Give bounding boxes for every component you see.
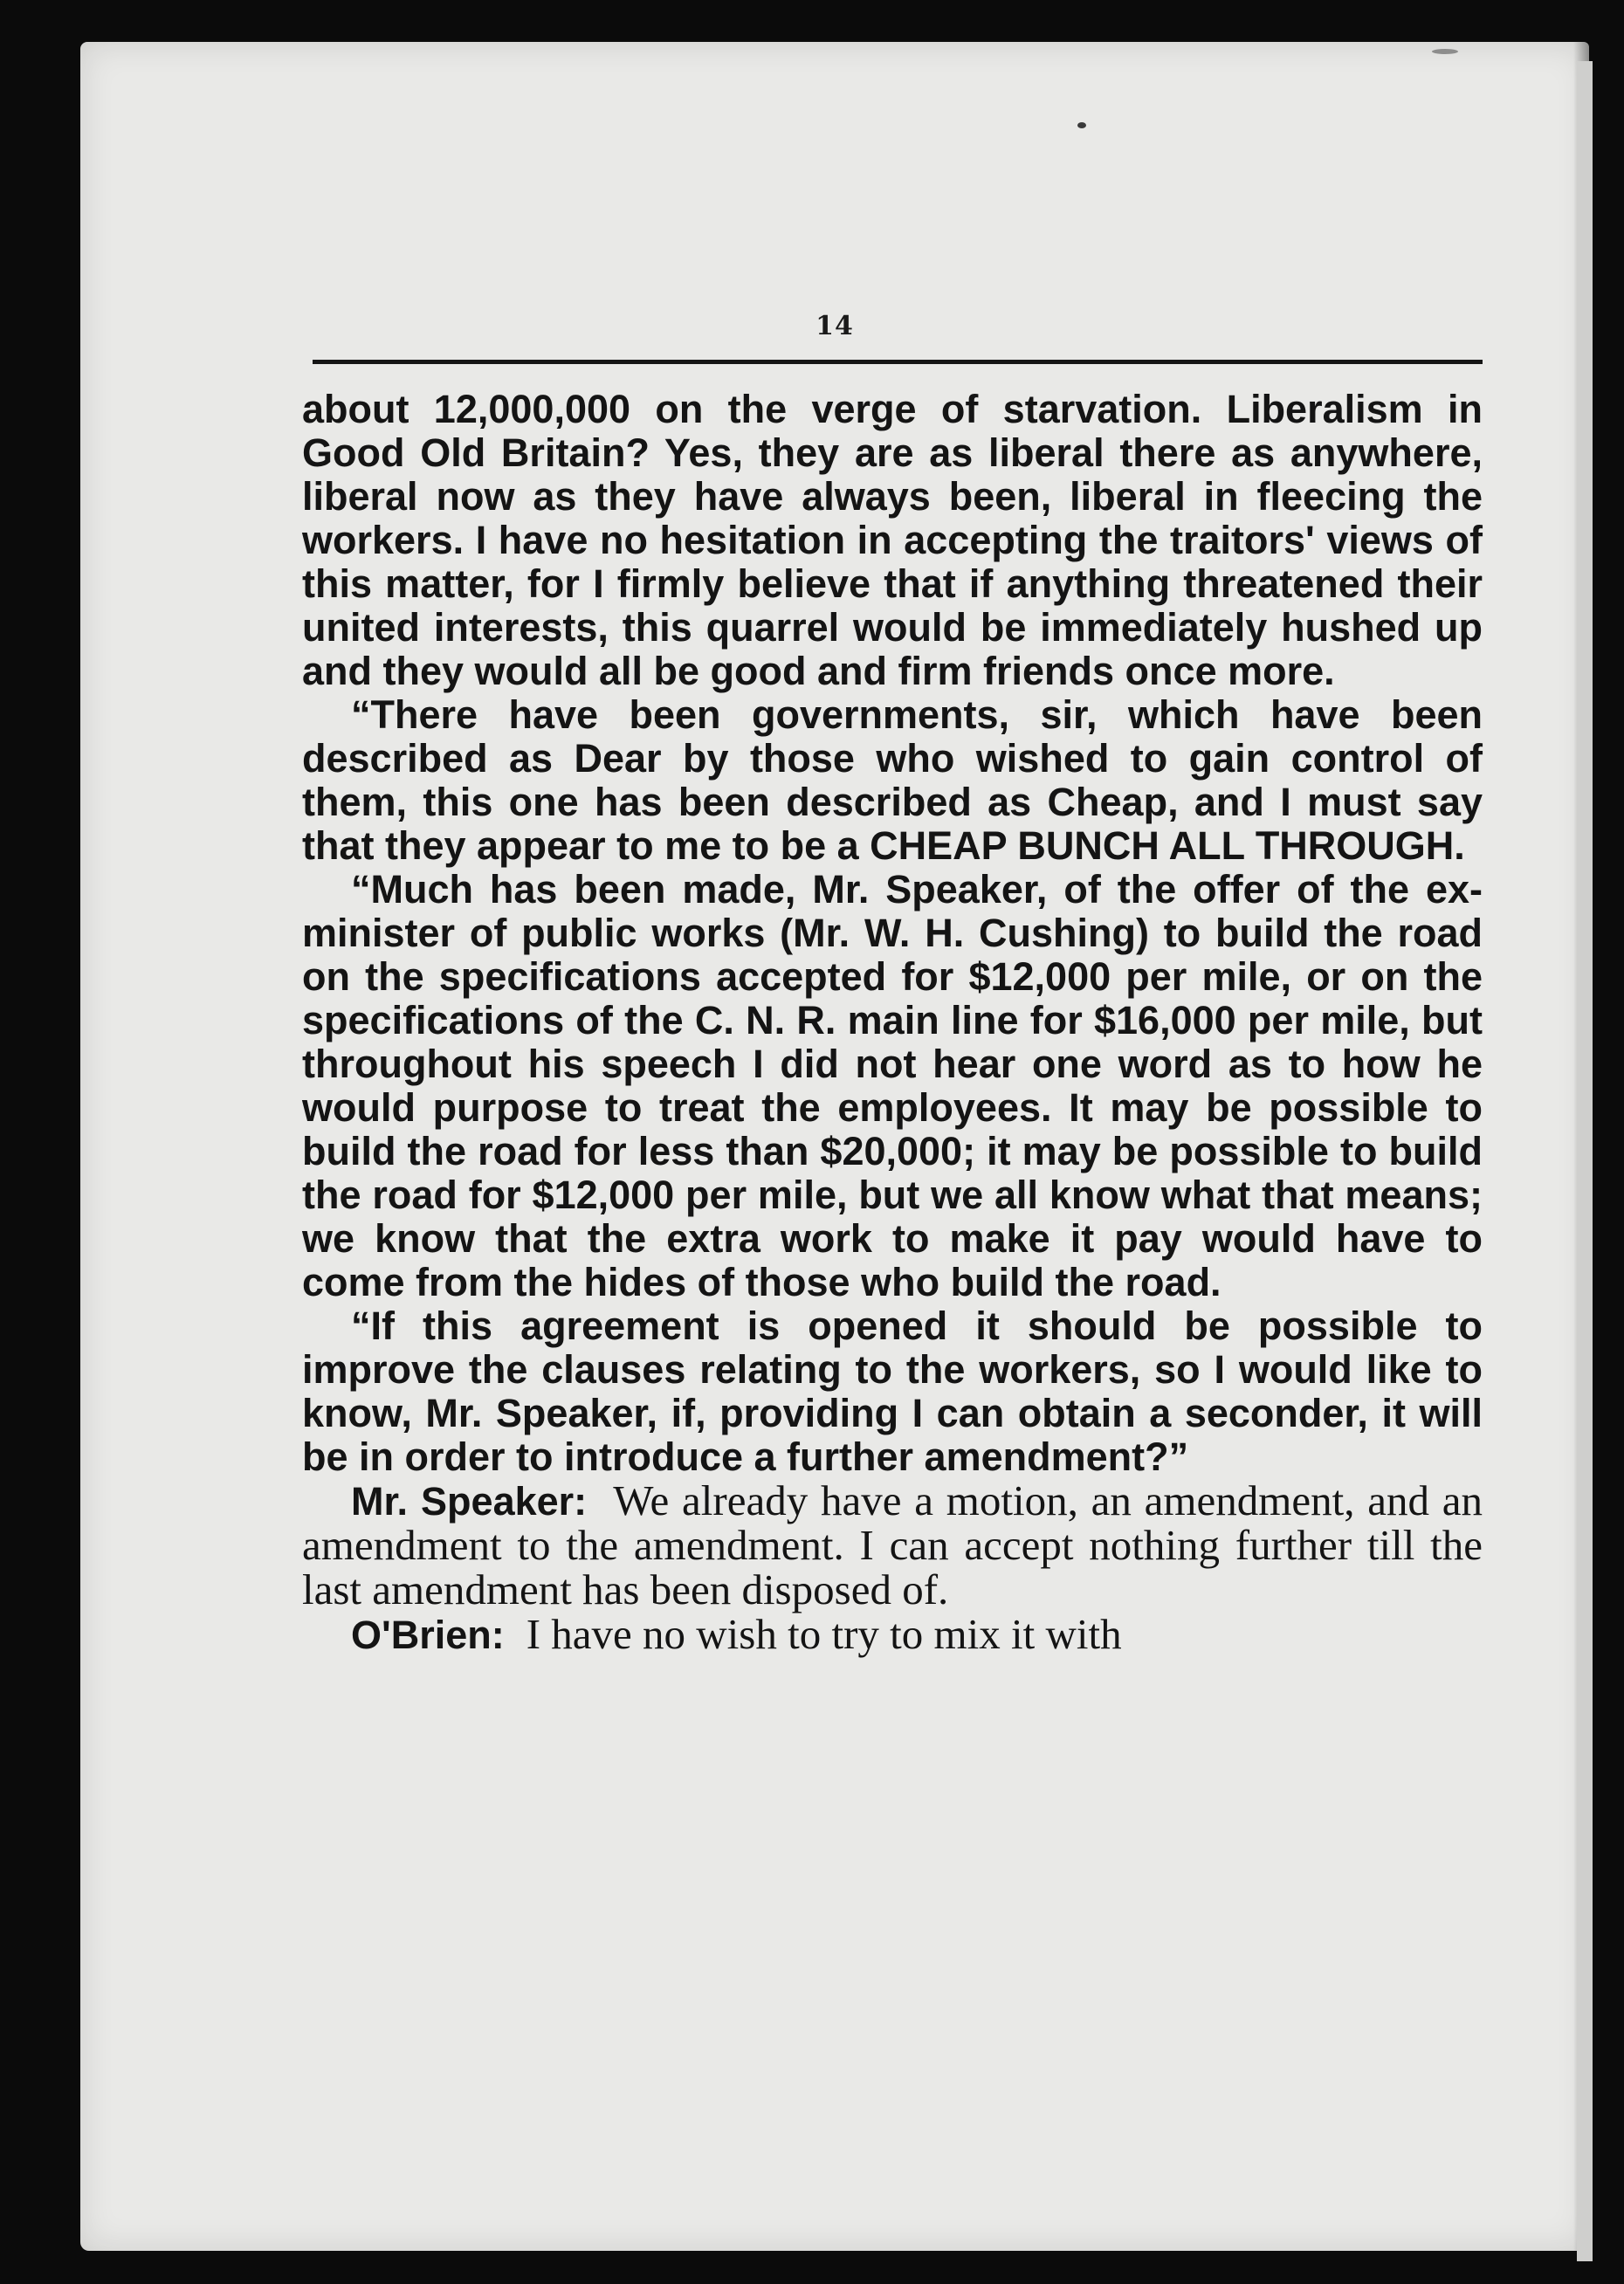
paragraph-4: “If this agreement is opened it should be possible to improve the clauses relating to the workers, so I would like to know, Mr. Speaker, if, providing I can obtain a seconder, it will be in order to introduce a further amendment?” <box>302 1304 1483 1479</box>
paragraph-3: “Much has been made, Mr. Speaker, of the offer of the ex-minister of public works (Mr. W. H. Cushing) to build the road on the specifications accepted for $12,000 per mile, or on the specifications of the C. N. R. main line for $16,000 per mile, but throughout his speech I did not hear one word as to how he would purpose to treat the employees. It may be possible to build the road for less than $20,000; it may be possible to build the road for $12,000 per mile, but we all know what that means; we know that the extra work to make it pay would have to come from the hides of those who build the road. <box>302 867 1483 1304</box>
speaker-label: Mr. Speaker: <box>351 1479 588 1524</box>
ink-speck <box>1077 122 1086 128</box>
header-rule <box>313 360 1483 364</box>
speech-text: We already have a motion, an amendment, and an amendment to the amendment. I can accept nothing further till the last amendment has been disposed of. <box>302 1476 1483 1613</box>
body-text <box>302 388 1483 1657</box>
paragraph-6 <box>302 1610 1483 1658</box>
paragraph-1: about 12,000,000 on the verge of starvation. Liberalism in Good Old Britain? Yes, they are as liberal there as anywhere, liberal now as they have always been, liberal in fleecing the workers. I have no hesitation in accepting the traitors' views of this matter, for I firmly believe that if anything threatened their united interests, this quarrel would be immediately hushed up and they would all be good and firm friends once more. <box>302 387 1483 693</box>
book-page <box>80 42 1589 2251</box>
speech-text: I have no wish to try to mix it with <box>526 1610 1122 1658</box>
speaker-label: O'Brien: <box>351 1613 505 1657</box>
page-number: 14 <box>815 311 854 341</box>
ink-speck <box>1432 49 1458 54</box>
binding-gutter <box>1593 61 1600 2261</box>
paragraph-5 <box>302 1476 1483 1613</box>
paragraph-2: “There have been governments, sir, which have been described as Dear by those who wished to gain control of them, this one has been described as Cheap, and I must say that they appear to me to be a CHEAP BUNCH ALL THROUGH. <box>302 692 1483 868</box>
